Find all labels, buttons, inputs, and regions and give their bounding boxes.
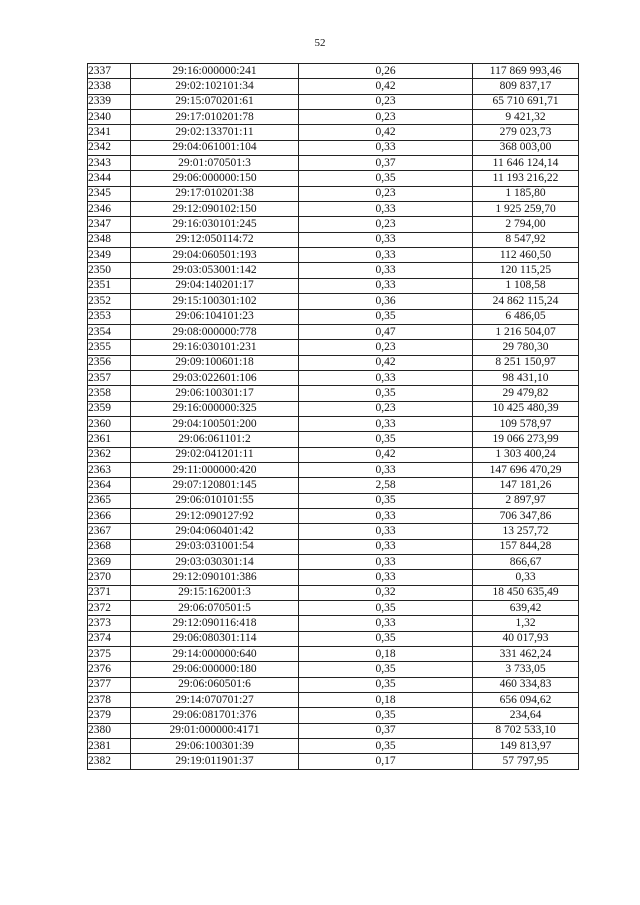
cadastral-number-cell: 29:17:010201:38 [131,186,299,201]
cadastral-number-cell: 29:03:031001:54 [131,539,299,554]
value-cell: 1 303 400,24 [473,447,579,462]
row-number-cell: 2373 [88,616,131,631]
cadastral-number-cell: 29:15:070201:61 [131,94,299,109]
table-row [88,447,579,462]
rate-cell: 2,58 [299,478,473,493]
rate-cell: 0,33 [299,508,473,523]
value-cell: 109 578,97 [473,416,579,431]
value-cell: 29 479,82 [473,386,579,401]
value-cell: 8 702 533,10 [473,723,579,738]
value-cell: 809 837,17 [473,79,579,94]
table-row [88,570,579,585]
cadastral-number-cell: 29:06:061101:2 [131,432,299,447]
value-cell: 8 251 150,97 [473,355,579,370]
row-number-cell: 2364 [88,478,131,493]
rate-cell: 0,35 [299,601,473,616]
row-number-cell: 2370 [88,570,131,585]
cadastral-number-cell: 29:03:022601:106 [131,370,299,385]
value-cell: 8 547,92 [473,232,579,247]
cadastral-number-cell: 29:06:081701:376 [131,708,299,723]
table-row [88,539,579,554]
rate-cell: 0,35 [299,171,473,186]
table-row [88,739,579,754]
cadastral-number-cell: 29:02:133701:11 [131,125,299,140]
row-number-cell: 2375 [88,647,131,662]
value-cell: 1 108,58 [473,278,579,293]
table-row [88,125,579,140]
rate-cell: 0,42 [299,355,473,370]
value-cell: 368 003,00 [473,140,579,155]
value-cell: 866,67 [473,555,579,570]
rate-cell: 0,35 [299,309,473,324]
value-cell: 24 862 115,24 [473,294,579,309]
rate-cell: 0,23 [299,110,473,125]
value-cell: 279 023,73 [473,125,579,140]
value-cell: 117 869 993,46 [473,64,579,79]
table-row [88,324,579,339]
table-row [88,202,579,217]
table-row [88,508,579,523]
rate-cell: 0,33 [299,248,473,263]
cadastral-number-cell: 29:06:100301:39 [131,739,299,754]
value-cell: 29 780,30 [473,340,579,355]
cadastral-number-cell: 29:19:011901:37 [131,754,299,769]
value-cell: 11 193 216,22 [473,171,579,186]
table-row [88,524,579,539]
table-row [88,647,579,662]
value-cell: 120 115,25 [473,263,579,278]
rate-cell: 0,37 [299,723,473,738]
cadastral-number-cell: 29:04:060501:193 [131,248,299,263]
row-number-cell: 2381 [88,739,131,754]
cadastral-number-cell: 29:09:100601:18 [131,355,299,370]
row-number-cell: 2359 [88,401,131,416]
value-cell: 1 216 504,07 [473,324,579,339]
rate-cell: 0,33 [299,370,473,385]
cadastral-number-cell: 29:08:000000:778 [131,324,299,339]
row-number-cell: 2374 [88,631,131,646]
cadastral-number-cell: 29:15:100301:102 [131,294,299,309]
row-number-cell: 2365 [88,493,131,508]
value-cell: 2 897,97 [473,493,579,508]
value-cell: 1 925 259,70 [473,202,579,217]
cadastral-number-cell: 29:04:061001:104 [131,140,299,155]
rate-cell: 0,42 [299,125,473,140]
cadastral-number-cell: 29:06:060501:6 [131,677,299,692]
value-cell: 13 257,72 [473,524,579,539]
table-row [88,294,579,309]
value-cell: 19 066 273,99 [473,432,579,447]
rate-cell: 0,23 [299,186,473,201]
rate-cell: 0,47 [299,324,473,339]
table-row [88,662,579,677]
value-cell: 98 431,10 [473,370,579,385]
cadastral-number-cell: 29:06:100301:17 [131,386,299,401]
rate-cell: 0,33 [299,232,473,247]
row-number-cell: 2361 [88,432,131,447]
row-number-cell: 2344 [88,171,131,186]
row-number-cell: 2349 [88,248,131,263]
cadastral-number-cell: 29:02:041201:11 [131,447,299,462]
cadastral-number-cell: 29:03:030301:14 [131,555,299,570]
cadastral-number-cell: 29:12:090101:386 [131,570,299,585]
rate-cell: 0,35 [299,631,473,646]
cadastral-number-cell: 29:14:070701:27 [131,693,299,708]
table-row [88,677,579,692]
table-row [88,309,579,324]
value-cell: 11 646 124,14 [473,156,579,171]
value-cell: 234,64 [473,708,579,723]
rate-cell: 0,18 [299,647,473,662]
value-cell: 3 733,05 [473,662,579,677]
row-number-cell: 2350 [88,263,131,278]
value-cell: 18 450 635,49 [473,585,579,600]
cadastral-number-cell: 29:12:090116:418 [131,616,299,631]
rate-cell: 0,42 [299,79,473,94]
value-cell: 40 017,93 [473,631,579,646]
rate-cell: 0,33 [299,263,473,278]
row-number-cell: 2380 [88,723,131,738]
rate-cell: 0,33 [299,616,473,631]
value-cell: 112 460,50 [473,248,579,263]
row-number-cell: 2354 [88,324,131,339]
value-cell: 331 462,24 [473,647,579,662]
cadastral-number-cell: 29:06:104101:23 [131,309,299,324]
value-cell: 57 797,95 [473,754,579,769]
value-cell: 6 486,05 [473,309,579,324]
row-number-cell: 2338 [88,79,131,94]
row-number-cell: 2342 [88,140,131,155]
cadastral-number-cell: 29:15:162001:3 [131,585,299,600]
rate-cell: 0,35 [299,386,473,401]
rate-cell: 0,33 [299,539,473,554]
value-cell: 639,42 [473,601,579,616]
rate-cell: 0,23 [299,217,473,232]
rate-cell: 0,35 [299,739,473,754]
rate-cell: 0,33 [299,202,473,217]
value-cell: 2 794,00 [473,217,579,232]
cadastral-number-cell: 29:16:000000:325 [131,401,299,416]
rate-cell: 0,35 [299,493,473,508]
row-number-cell: 2371 [88,585,131,600]
table-row [88,708,579,723]
row-number-cell: 2357 [88,370,131,385]
table-row [88,278,579,293]
cadastral-number-cell: 29:16:000000:241 [131,64,299,79]
row-number-cell: 2348 [88,232,131,247]
rate-cell: 0,26 [299,64,473,79]
table-row [88,493,579,508]
rate-cell: 0,33 [299,140,473,155]
table-row [88,478,579,493]
row-number-cell: 2340 [88,110,131,125]
table-row [88,340,579,355]
value-cell: 149 813,97 [473,739,579,754]
table-row [88,432,579,447]
cadastral-number-cell: 29:12:090102:150 [131,202,299,217]
table-row [88,355,579,370]
row-number-cell: 2363 [88,462,131,477]
table-row [88,754,579,769]
cadastral-number-cell: 29:02:102101:34 [131,79,299,94]
cadastral-number-cell: 29:06:000000:180 [131,662,299,677]
row-number-cell: 2358 [88,386,131,401]
row-number-cell: 2352 [88,294,131,309]
table-row [88,217,579,232]
cadastral-number-cell: 29:01:070501:3 [131,156,299,171]
value-cell: 1 185,80 [473,186,579,201]
cadastral-number-cell: 29:04:140201:17 [131,278,299,293]
rate-cell: 0,35 [299,708,473,723]
row-number-cell: 2360 [88,416,131,431]
row-number-cell: 2346 [88,202,131,217]
row-number-cell: 2355 [88,340,131,355]
table-row [88,79,579,94]
rate-cell: 0,35 [299,662,473,677]
rate-cell: 0,42 [299,447,473,462]
cadastral-number-cell: 29:04:100501:200 [131,416,299,431]
row-number-cell: 2339 [88,94,131,109]
table-row [88,186,579,201]
table-row [88,94,579,109]
value-cell: 1,32 [473,616,579,631]
row-number-cell: 2341 [88,125,131,140]
row-number-cell: 2351 [88,278,131,293]
table-row [88,140,579,155]
value-cell: 706 347,86 [473,508,579,523]
cadastral-number-cell: 29:16:030101:231 [131,340,299,355]
table-row [88,616,579,631]
rate-cell: 0,18 [299,693,473,708]
row-number-cell: 2366 [88,508,131,523]
rate-cell: 0,33 [299,278,473,293]
rate-cell: 0,17 [299,754,473,769]
rate-cell: 0,23 [299,401,473,416]
rate-cell: 0,33 [299,524,473,539]
row-number-cell: 2367 [88,524,131,539]
table-row [88,64,579,79]
rate-cell: 0,33 [299,555,473,570]
cadastral-number-cell: 29:07:120801:145 [131,478,299,493]
row-number-cell: 2378 [88,693,131,708]
row-number-cell: 2372 [88,601,131,616]
cadastral-number-cell: 29:16:030101:245 [131,217,299,232]
row-number-cell: 2369 [88,555,131,570]
cadastral-number-cell: 29:03:053001:142 [131,263,299,278]
table-row [88,723,579,738]
rate-cell: 0,23 [299,340,473,355]
page-number: 52 [314,37,326,49]
table-row [88,631,579,646]
rate-cell: 0,33 [299,462,473,477]
row-number-cell: 2343 [88,156,131,171]
table-row [88,693,579,708]
value-cell: 9 421,32 [473,110,579,125]
row-number-cell: 2376 [88,662,131,677]
rate-cell: 0,35 [299,677,473,692]
row-number-cell: 2368 [88,539,131,554]
cadastral-number-cell: 29:06:010101:55 [131,493,299,508]
data-table [87,63,579,770]
cadastral-number-cell: 29:11:000000:420 [131,462,299,477]
value-cell: 147 181,26 [473,478,579,493]
cadastral-number-cell: 29:04:060401:42 [131,524,299,539]
value-cell: 147 696 470,29 [473,462,579,477]
cadastral-number-cell: 29:14:000000:640 [131,647,299,662]
value-cell: 656 094,62 [473,693,579,708]
rate-cell: 0,37 [299,156,473,171]
table-row [88,555,579,570]
row-number-cell: 2356 [88,355,131,370]
row-number-cell: 2382 [88,754,131,769]
rate-cell: 0,33 [299,570,473,585]
rate-cell: 0,23 [299,94,473,109]
row-number-cell: 2347 [88,217,131,232]
value-cell: 65 710 691,71 [473,94,579,109]
row-number-cell: 2337 [88,64,131,79]
row-number-cell: 2345 [88,186,131,201]
table-row [88,171,579,186]
table-row [88,248,579,263]
table-row [88,601,579,616]
table-row [88,462,579,477]
value-cell: 10 425 480,39 [473,401,579,416]
row-number-cell: 2353 [88,309,131,324]
rate-cell: 0,35 [299,432,473,447]
table-row [88,156,579,171]
row-number-cell: 2379 [88,708,131,723]
cadastral-number-cell: 29:12:090127:92 [131,508,299,523]
table-row [88,585,579,600]
row-number-cell: 2362 [88,447,131,462]
cadastral-number-cell: 29:01:000000:4171 [131,723,299,738]
cadastral-number-cell: 29:06:080301:114 [131,631,299,646]
table-body [88,64,579,770]
table-row [88,370,579,385]
cadastral-number-cell: 29:12:050114:72 [131,232,299,247]
table-row [88,263,579,278]
value-cell: 0,33 [473,570,579,585]
row-number-cell: 2377 [88,677,131,692]
rate-cell: 0,36 [299,294,473,309]
cadastral-number-cell: 29:06:000000:150 [131,171,299,186]
table-row [88,401,579,416]
table-row [88,386,579,401]
value-cell: 460 334,83 [473,677,579,692]
table-row [88,110,579,125]
table-row [88,232,579,247]
cadastral-number-cell: 29:17:010201:78 [131,110,299,125]
cadastral-number-cell: 29:06:070501:5 [131,601,299,616]
table-row [88,416,579,431]
rate-cell: 0,32 [299,585,473,600]
rate-cell: 0,33 [299,416,473,431]
value-cell: 157 844,28 [473,539,579,554]
